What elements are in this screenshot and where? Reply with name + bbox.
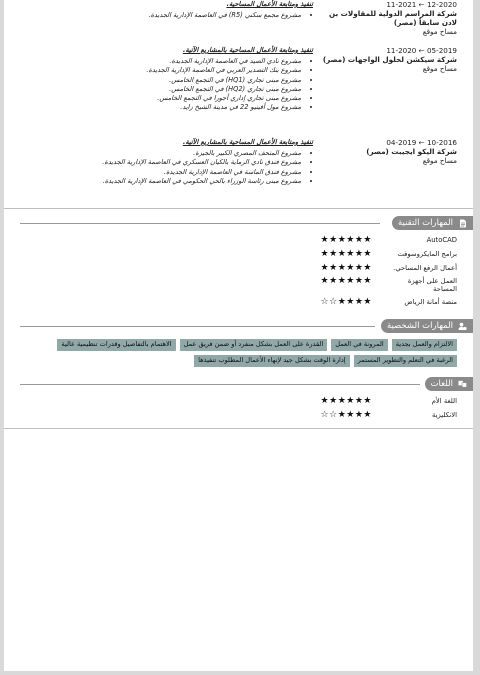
project-item: • مشروع مول أفينيو 22 في مدينة الشيخ زايد. bbox=[33, 103, 301, 112]
star-filled-icon: ★ bbox=[346, 410, 355, 420]
star-filled-icon: ★ bbox=[363, 410, 372, 420]
skill-rating bbox=[321, 264, 372, 273]
language-row bbox=[17, 411, 457, 425]
language-name: الانكليزية bbox=[432, 411, 457, 419]
star-filled-icon: ★ bbox=[363, 276, 372, 286]
star-empty-icon: ☆ bbox=[320, 297, 330, 307]
star-filled-icon: ★ bbox=[329, 249, 338, 259]
personal-skills-tags bbox=[17, 339, 457, 367]
star-filled-icon: ★ bbox=[320, 263, 330, 273]
skill-tag: الرغبة في التعلم والتطوير المستمر bbox=[354, 355, 457, 367]
star-filled-icon: ★ bbox=[346, 297, 355, 307]
experience-details bbox=[33, 0, 313, 20]
star-empty-icon: ☆ bbox=[329, 410, 338, 420]
section-title: اللغات bbox=[430, 379, 453, 389]
skill-rating bbox=[321, 277, 372, 286]
people-icon bbox=[458, 322, 467, 331]
project-list bbox=[33, 11, 313, 20]
star-filled-icon: ★ bbox=[320, 249, 330, 259]
star-filled-icon: ★ bbox=[354, 249, 364, 259]
experience-meta bbox=[317, 0, 457, 36]
project-item: • مشروع نادي الصيد في العاصمة الإدارية الجديدة. bbox=[33, 57, 301, 66]
language-rating bbox=[321, 411, 372, 420]
skill-tag: إدارة الوقت بشكل جيد لإنهاء الأعمال المطلوب تنفيذها bbox=[194, 355, 350, 367]
experience-meta bbox=[317, 46, 457, 73]
experience-role: مساح موقع bbox=[422, 156, 457, 165]
experience-details bbox=[33, 138, 313, 186]
skill-row bbox=[17, 298, 457, 312]
project-item: • مشروع المتحف المصري الكبير بالجيزة. bbox=[33, 149, 301, 158]
project-item: • مشروع مبنى تجاري إداري أجورا في التجمع الخامس. bbox=[33, 94, 301, 103]
experience-meta bbox=[317, 138, 457, 165]
star-filled-icon: ★ bbox=[320, 396, 330, 406]
star-filled-icon: ★ bbox=[354, 276, 364, 286]
star-filled-icon: ★ bbox=[354, 235, 364, 245]
star-filled-icon: ★ bbox=[354, 410, 364, 420]
star-filled-icon: ★ bbox=[329, 276, 338, 286]
star-filled-icon: ★ bbox=[363, 297, 372, 307]
skill-tag: الاهتمام بالتفاصيل وقدرات تنظيمية عالية bbox=[57, 339, 175, 351]
project-item: • مشروع مبنى رئاسة الوزراء بالحي الحكومي في العاصمة الإدارية الجديدة. bbox=[33, 177, 301, 186]
section-divider bbox=[4, 428, 473, 429]
star-filled-icon: ★ bbox=[329, 396, 338, 406]
languages-header bbox=[425, 377, 473, 391]
star-filled-icon: ★ bbox=[346, 249, 355, 259]
language-rating bbox=[321, 397, 372, 406]
star-filled-icon: ★ bbox=[346, 396, 355, 406]
experience-heading: تنفيذ ومتابعة الأعمال المساحية بالمشاريع الآتية. bbox=[182, 138, 313, 146]
experience-company: شركة المراسم الدولية للمقاولات بن لادن سابقاً (مصر) bbox=[328, 9, 457, 27]
experience-company: شركة سيكشن لحلول الواجهات (مصر) bbox=[322, 55, 457, 64]
skill-row bbox=[17, 236, 457, 250]
skill-name: برامج المايكروسوفت bbox=[397, 250, 457, 258]
language-icon bbox=[458, 380, 467, 389]
section-title: المهارات التقنية bbox=[397, 218, 453, 228]
star-filled-icon: ★ bbox=[346, 263, 355, 273]
star-filled-icon: ★ bbox=[329, 263, 338, 273]
star-filled-icon: ★ bbox=[346, 235, 355, 245]
star-filled-icon: ★ bbox=[363, 235, 372, 245]
star-filled-icon: ★ bbox=[320, 276, 330, 286]
skill-name: أعمال الرفع المساحي. bbox=[393, 264, 457, 272]
star-filled-icon: ★ bbox=[329, 235, 338, 245]
skill-row bbox=[17, 276, 457, 294]
experience-dates: 10-2016 ← 04-2019 bbox=[386, 138, 457, 147]
star-filled-icon: ★ bbox=[363, 396, 372, 406]
project-list bbox=[33, 149, 313, 186]
skill-tag: الالتزام والعمل بجدية bbox=[392, 339, 457, 351]
skill-rating bbox=[321, 236, 372, 245]
language-name: اللغة الأم bbox=[431, 397, 457, 405]
star-filled-icon: ★ bbox=[363, 249, 372, 259]
star-filled-icon: ★ bbox=[337, 235, 347, 245]
star-filled-icon: ★ bbox=[337, 263, 347, 273]
project-item: • مشروع فندق الماسة في العاصمة الإدارية الجديدة. bbox=[33, 168, 301, 177]
skill-rating bbox=[321, 298, 372, 307]
experience-dates: 12-2020 ← 11-2021 bbox=[386, 0, 457, 9]
personal-skills-header bbox=[381, 319, 473, 333]
star-filled-icon: ★ bbox=[363, 263, 372, 273]
star-filled-icon: ★ bbox=[337, 410, 347, 420]
star-filled-icon: ★ bbox=[354, 263, 364, 273]
project-item: • مشروع فندق نادي الرماية بالكيان العسكري في العاصمة الإدارية الجديدة. bbox=[33, 158, 301, 167]
experience-company: شركة اليكو ايجيبت (مصر) bbox=[366, 147, 457, 156]
star-filled-icon: ★ bbox=[354, 396, 364, 406]
experience-heading: تنفيذ ومتابعة الأعمال المساحية. bbox=[226, 0, 313, 8]
star-empty-icon: ☆ bbox=[329, 297, 338, 307]
project-item: • مشروع مبنى تجاري (HQ1) في التجمع الخامس. bbox=[33, 76, 301, 85]
skill-name: منصة أمانة الرياض bbox=[404, 298, 457, 306]
star-filled-icon: ★ bbox=[337, 249, 347, 259]
project-item: • مشروع مجمع سكني (R5) في العاصمة الإدارية الجديدة. bbox=[33, 11, 301, 20]
technical-skills-header bbox=[392, 216, 473, 230]
star-filled-icon: ★ bbox=[337, 396, 347, 406]
skill-tag: المرونة في العمل bbox=[331, 339, 388, 351]
skill-row bbox=[17, 264, 457, 278]
skill-rating bbox=[321, 250, 372, 259]
skill-row bbox=[17, 250, 457, 264]
section-divider bbox=[4, 208, 473, 209]
experience-role: مساح موقع bbox=[422, 27, 457, 36]
star-filled-icon: ★ bbox=[337, 297, 347, 307]
cv-page bbox=[4, 0, 473, 671]
experience-details bbox=[33, 46, 313, 113]
project-item: • مشروع مبنى تجاري (HQ2) في التجمع الخامس. bbox=[33, 85, 301, 94]
language-row bbox=[17, 397, 457, 411]
project-item: • مشروع بنك التصدير العربي في العاصمة الإدارية الجديدة. bbox=[33, 66, 301, 75]
experience-dates: 05-2019 ← 11-2020 bbox=[386, 46, 457, 55]
experience-heading: تنفيذ ومتابعة الأعمال المساحية بالمشاريع الآتية. bbox=[182, 46, 313, 54]
star-filled-icon: ★ bbox=[346, 276, 355, 286]
skill-name: العمل على أجهزة المساحة bbox=[407, 277, 457, 294]
section-rule bbox=[20, 384, 420, 385]
section-title: المهارات الشخصية bbox=[386, 321, 453, 331]
section-rule bbox=[20, 326, 375, 327]
section-rule bbox=[20, 223, 380, 224]
star-empty-icon: ☆ bbox=[320, 410, 330, 420]
star-filled-icon: ★ bbox=[354, 297, 364, 307]
skill-name: AutoCAD bbox=[426, 236, 457, 244]
project-list bbox=[33, 57, 313, 112]
experience-role: مساح موقع bbox=[422, 64, 457, 73]
skill-tag: القدرة على العمل بشكل منفرد أو ضمن فريق عمل bbox=[180, 339, 328, 351]
document-icon bbox=[458, 219, 467, 228]
star-filled-icon: ★ bbox=[320, 235, 330, 245]
star-filled-icon: ★ bbox=[337, 276, 347, 286]
